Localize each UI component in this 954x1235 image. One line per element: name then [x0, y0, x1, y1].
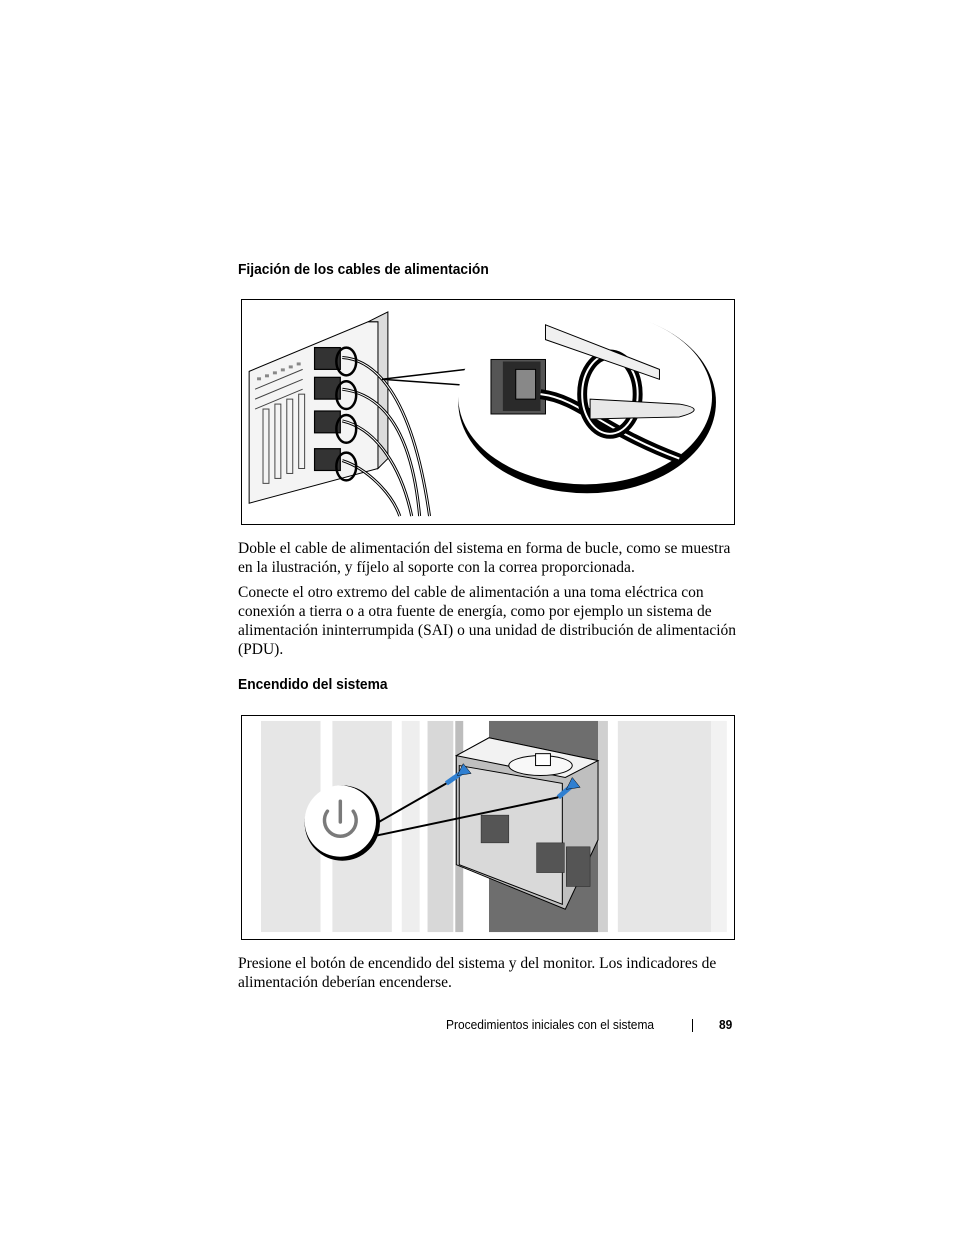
- page-number: 89: [719, 1017, 733, 1032]
- footer-chapter-title: Procedimientos iniciales con el sistema: [446, 1017, 655, 1032]
- section-heading-power-on: Encendido del sistema: [238, 676, 388, 693]
- paragraph-loop-cable: Doble el cable de alimentación del sistema en forma de bucle, como se muestra en la ilustración, y fíjelo al soporte con la correa proporcionada.: [238, 540, 731, 576]
- power-cable-svg: [242, 300, 734, 524]
- power-icon: [305, 785, 380, 860]
- power-cable-illustration: [241, 299, 735, 525]
- footer-separator: [692, 1019, 693, 1032]
- paragraph-connect-outlet: Conecte el otro extremo del cable de alimentación a una toma eléctrica con conexión a tierra o a otra fuente de energía, como por ejemplo un sistema de alimentación ininterrumpida (SAI) o una unidad de distribución de alimentación (PDU).: [238, 584, 737, 658]
- zoom-callout: [458, 310, 716, 493]
- power-button-illustration: [241, 715, 735, 940]
- paragraph-press-power: Presione el botón de encendido del sistema y del monitor. Los indicadores de alimentación deberían encenderse.: [238, 955, 717, 991]
- power-button-svg: [242, 716, 734, 939]
- section-heading-cables: Fijación de los cables de alimentación: [238, 261, 489, 278]
